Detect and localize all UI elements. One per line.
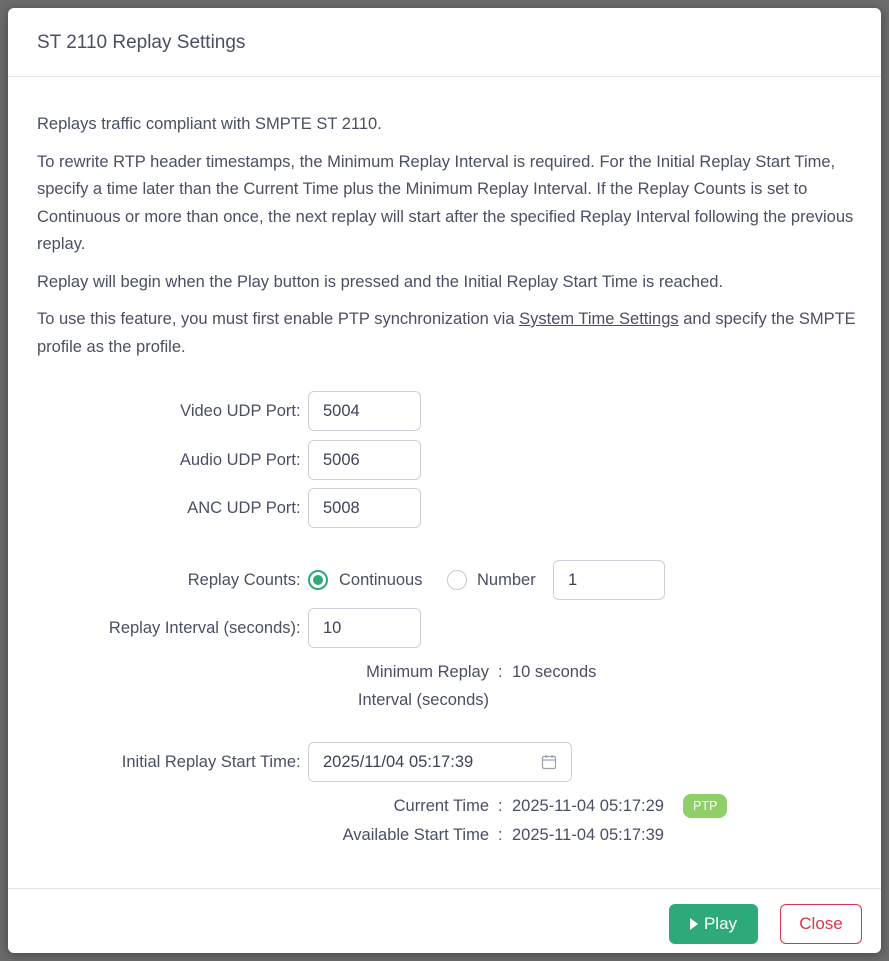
system-time-settings-link[interactable]: System Time Settings	[519, 310, 679, 328]
colon: :	[296, 402, 301, 420]
audio-port-row	[8, 440, 881, 480]
colon: :	[296, 499, 301, 517]
dialog-title: ST 2110 Replay Settings	[37, 32, 246, 53]
replay-interval-label: Replay Interval (seconds)	[108, 619, 296, 637]
description	[37, 111, 862, 371]
play-button[interactable]	[669, 904, 758, 944]
description-p2: To rewrite RTP header timestamps, the Minimum Replay Interval is required. For the Initial Replay Start Time, specify a time later than the Current Time plus the Minimum Replay Interval. If the Replay Counts is set to Continuous or more than once, the next replay will start after the specified Replay Interval following the previous replay.	[37, 152, 854, 253]
play-icon	[690, 918, 698, 930]
min-interval-label-line1: Minimum Replay	[366, 663, 489, 681]
start-time-input[interactable]	[308, 742, 572, 782]
available-time-value: 2025-11-04 05:17:39	[512, 826, 664, 844]
description-p4-before: To use this feature, you must first enable PTP synchronization via	[37, 310, 520, 328]
video-port-row	[8, 391, 881, 431]
current-time-label: Current Time	[393, 797, 489, 815]
anc-port-input[interactable]: 5008	[308, 488, 421, 528]
colon: :	[498, 797, 503, 815]
replay-count-number-input[interactable]: 1	[553, 560, 665, 600]
ptp-badge: PTP	[683, 794, 727, 818]
replay-counts-label: Replay Counts	[187, 571, 296, 589]
replay-interval-input[interactable]: 10	[308, 608, 421, 648]
colon: :	[498, 826, 503, 844]
audio-port-label: Audio UDP Port	[179, 451, 296, 469]
colon: :	[296, 619, 301, 637]
close-button[interactable]: Close	[780, 904, 862, 944]
description-p4-after: and specify the SMPTE profile as the profile.	[37, 310, 856, 356]
start-time-value: 2025/11/04 05:17:39	[323, 753, 474, 771]
colon: :	[498, 663, 503, 681]
video-port-input[interactable]: 5004	[308, 391, 421, 431]
replay-settings-dialog	[8, 8, 881, 953]
replay-counts-row	[8, 560, 881, 600]
description-p4	[37, 306, 862, 361]
min-interval-label-line2: Interval (seconds)	[357, 691, 489, 709]
description-p1: Replays traffic compliant with SMPTE ST 2110.	[37, 115, 382, 133]
colon: :	[296, 571, 301, 589]
number-radio[interactable]	[447, 570, 467, 590]
start-time-row	[8, 742, 881, 782]
number-radio-label[interactable]: Number	[477, 571, 536, 589]
audio-port-input[interactable]: 5006	[308, 440, 421, 480]
anc-port-label: ANC UDP Port	[187, 499, 296, 517]
play-button-label: Play	[703, 914, 738, 933]
calendar-icon[interactable]	[541, 754, 557, 770]
continuous-radio[interactable]	[308, 570, 328, 590]
video-port-label: Video UDP Port	[180, 402, 296, 420]
available-time-label: Available Start Time	[342, 826, 489, 844]
start-time-label: Initial Replay Start Time	[121, 753, 296, 771]
replay-interval-row	[8, 608, 881, 648]
dialog-header	[8, 8, 881, 77]
description-p3: Replay will begin when the Play button is pressed and the Initial Replay Start Time is reached.	[37, 272, 724, 291]
min-interval-value: 10 seconds	[512, 663, 597, 681]
colon: :	[296, 753, 301, 771]
colon: :	[296, 451, 301, 469]
anc-port-row	[8, 488, 881, 528]
continuous-radio-label[interactable]: Continuous	[339, 571, 423, 589]
dialog-footer	[8, 888, 881, 953]
current-time-value: 2025-11-04 05:17:29	[512, 797, 664, 815]
